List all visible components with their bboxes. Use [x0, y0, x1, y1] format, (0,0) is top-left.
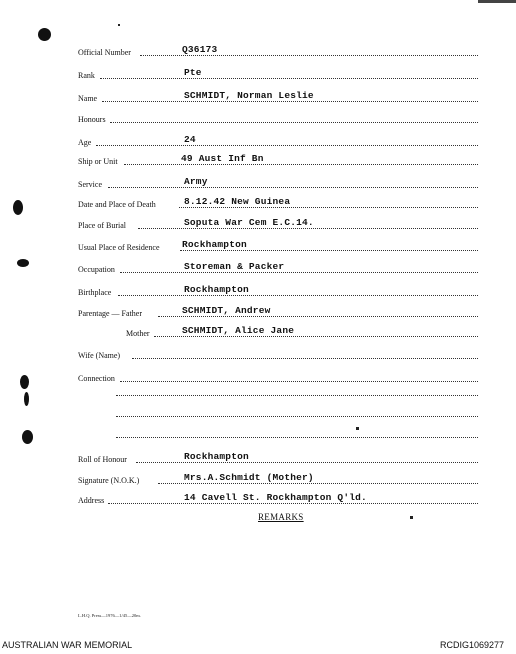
field-value: SCHMIDT, Alice Jane	[182, 325, 295, 336]
field-father	[78, 304, 478, 318]
field-value: Rockhampton	[182, 239, 247, 250]
field-value: Pte	[184, 67, 202, 78]
field-line	[120, 272, 478, 273]
field-line	[158, 316, 478, 317]
field-line	[120, 381, 478, 382]
field-line	[110, 122, 478, 123]
field-place-of-burial	[78, 216, 478, 230]
printer-note: L.H.Q. Press—1976—1/45—20m.	[78, 613, 141, 618]
field-name	[78, 89, 478, 103]
field-label: Occupation	[78, 265, 115, 274]
punch-hole-lower2	[24, 392, 29, 406]
speck	[478, 0, 516, 3]
field-line	[108, 503, 478, 504]
punch-hole-mid	[17, 259, 29, 267]
field-line	[132, 358, 478, 359]
field-label: Official Number	[78, 48, 131, 57]
field-label: Usual Place of Residence	[78, 243, 160, 252]
punch-hole-bottom	[22, 430, 33, 444]
field-line	[158, 483, 478, 484]
field-value: 24	[184, 134, 196, 145]
field-label: Connection	[78, 374, 115, 383]
field-label: Name	[78, 94, 98, 103]
field-line	[136, 462, 478, 463]
field-roll-of-honour	[78, 450, 478, 464]
field-label: Address	[78, 496, 105, 505]
field-label: Signature (N.O.K.)	[78, 476, 140, 485]
punch-hole-top	[38, 28, 51, 41]
field-value: Rockhampton	[184, 451, 249, 462]
field-honours	[78, 110, 478, 124]
footer-right: RCDIG1069277	[440, 640, 505, 650]
field-rank	[78, 66, 478, 80]
field-label: Ship or Unit	[78, 157, 118, 166]
speck	[356, 427, 359, 430]
field-line	[138, 228, 478, 229]
field-birthplace	[78, 283, 478, 297]
field-value: 8.12.42 New Guinea	[184, 196, 291, 207]
field-ship-or-unit	[78, 152, 478, 166]
field-line	[100, 78, 478, 79]
field-connection	[78, 369, 478, 383]
field-official-number	[78, 43, 478, 57]
connection-line	[116, 416, 478, 417]
field-value: Rockhampton	[184, 284, 249, 295]
field-label: Rank	[78, 71, 95, 80]
remarks-heading: REMARKS	[258, 512, 304, 522]
field-date-place-death	[78, 195, 478, 209]
field-label: Birthplace	[78, 288, 112, 297]
field-label: Age	[78, 138, 92, 147]
punch-hole-upper	[13, 200, 23, 215]
field-line	[102, 101, 478, 102]
field-value: Storeman & Packer	[184, 261, 285, 272]
field-mother	[78, 324, 478, 338]
footer-left: AUSTRALIAN WAR MEMORIAL	[2, 640, 133, 650]
field-value: Mrs.A.Schmidt (Mother)	[184, 472, 314, 483]
field-usual-residence	[78, 238, 478, 252]
field-value: 14 Cavell St. Rockhampton Q'ld.	[184, 492, 367, 503]
field-line	[180, 250, 478, 251]
field-value: SCHMIDT, Andrew	[182, 305, 271, 316]
field-line	[96, 145, 478, 146]
field-label: Wife (Name)	[78, 351, 121, 360]
speck	[118, 24, 120, 26]
field-value: SCHMIDT, Norman Leslie	[184, 90, 314, 101]
field-label: Mother	[126, 329, 150, 338]
connection-line	[116, 437, 478, 438]
field-value: Soputa War Cem E.C.14.	[184, 217, 314, 228]
field-label: Place of Burial	[78, 221, 126, 230]
field-value: Army	[184, 176, 208, 187]
field-occupation	[78, 260, 478, 274]
field-service	[78, 175, 478, 189]
field-line	[124, 164, 478, 165]
field-line	[118, 295, 478, 296]
punch-hole-lower	[20, 375, 29, 389]
field-line	[140, 55, 478, 56]
field-wife	[78, 346, 478, 360]
field-label: Roll of Honour	[78, 455, 127, 464]
field-line	[108, 187, 478, 188]
field-label: Date and Place of Death	[78, 200, 156, 209]
field-value: Q36173	[182, 44, 218, 55]
field-line	[179, 207, 478, 208]
field-age	[78, 133, 478, 147]
field-address	[78, 491, 478, 505]
field-value: 49 Aust Inf Bn	[181, 153, 264, 164]
field-label: Service	[78, 180, 102, 189]
field-line	[154, 336, 478, 337]
speck	[410, 516, 413, 519]
connection-line	[116, 395, 478, 396]
field-signature	[78, 471, 478, 485]
field-label: Parentage — Father	[78, 309, 142, 318]
field-label: Honours	[78, 115, 106, 124]
